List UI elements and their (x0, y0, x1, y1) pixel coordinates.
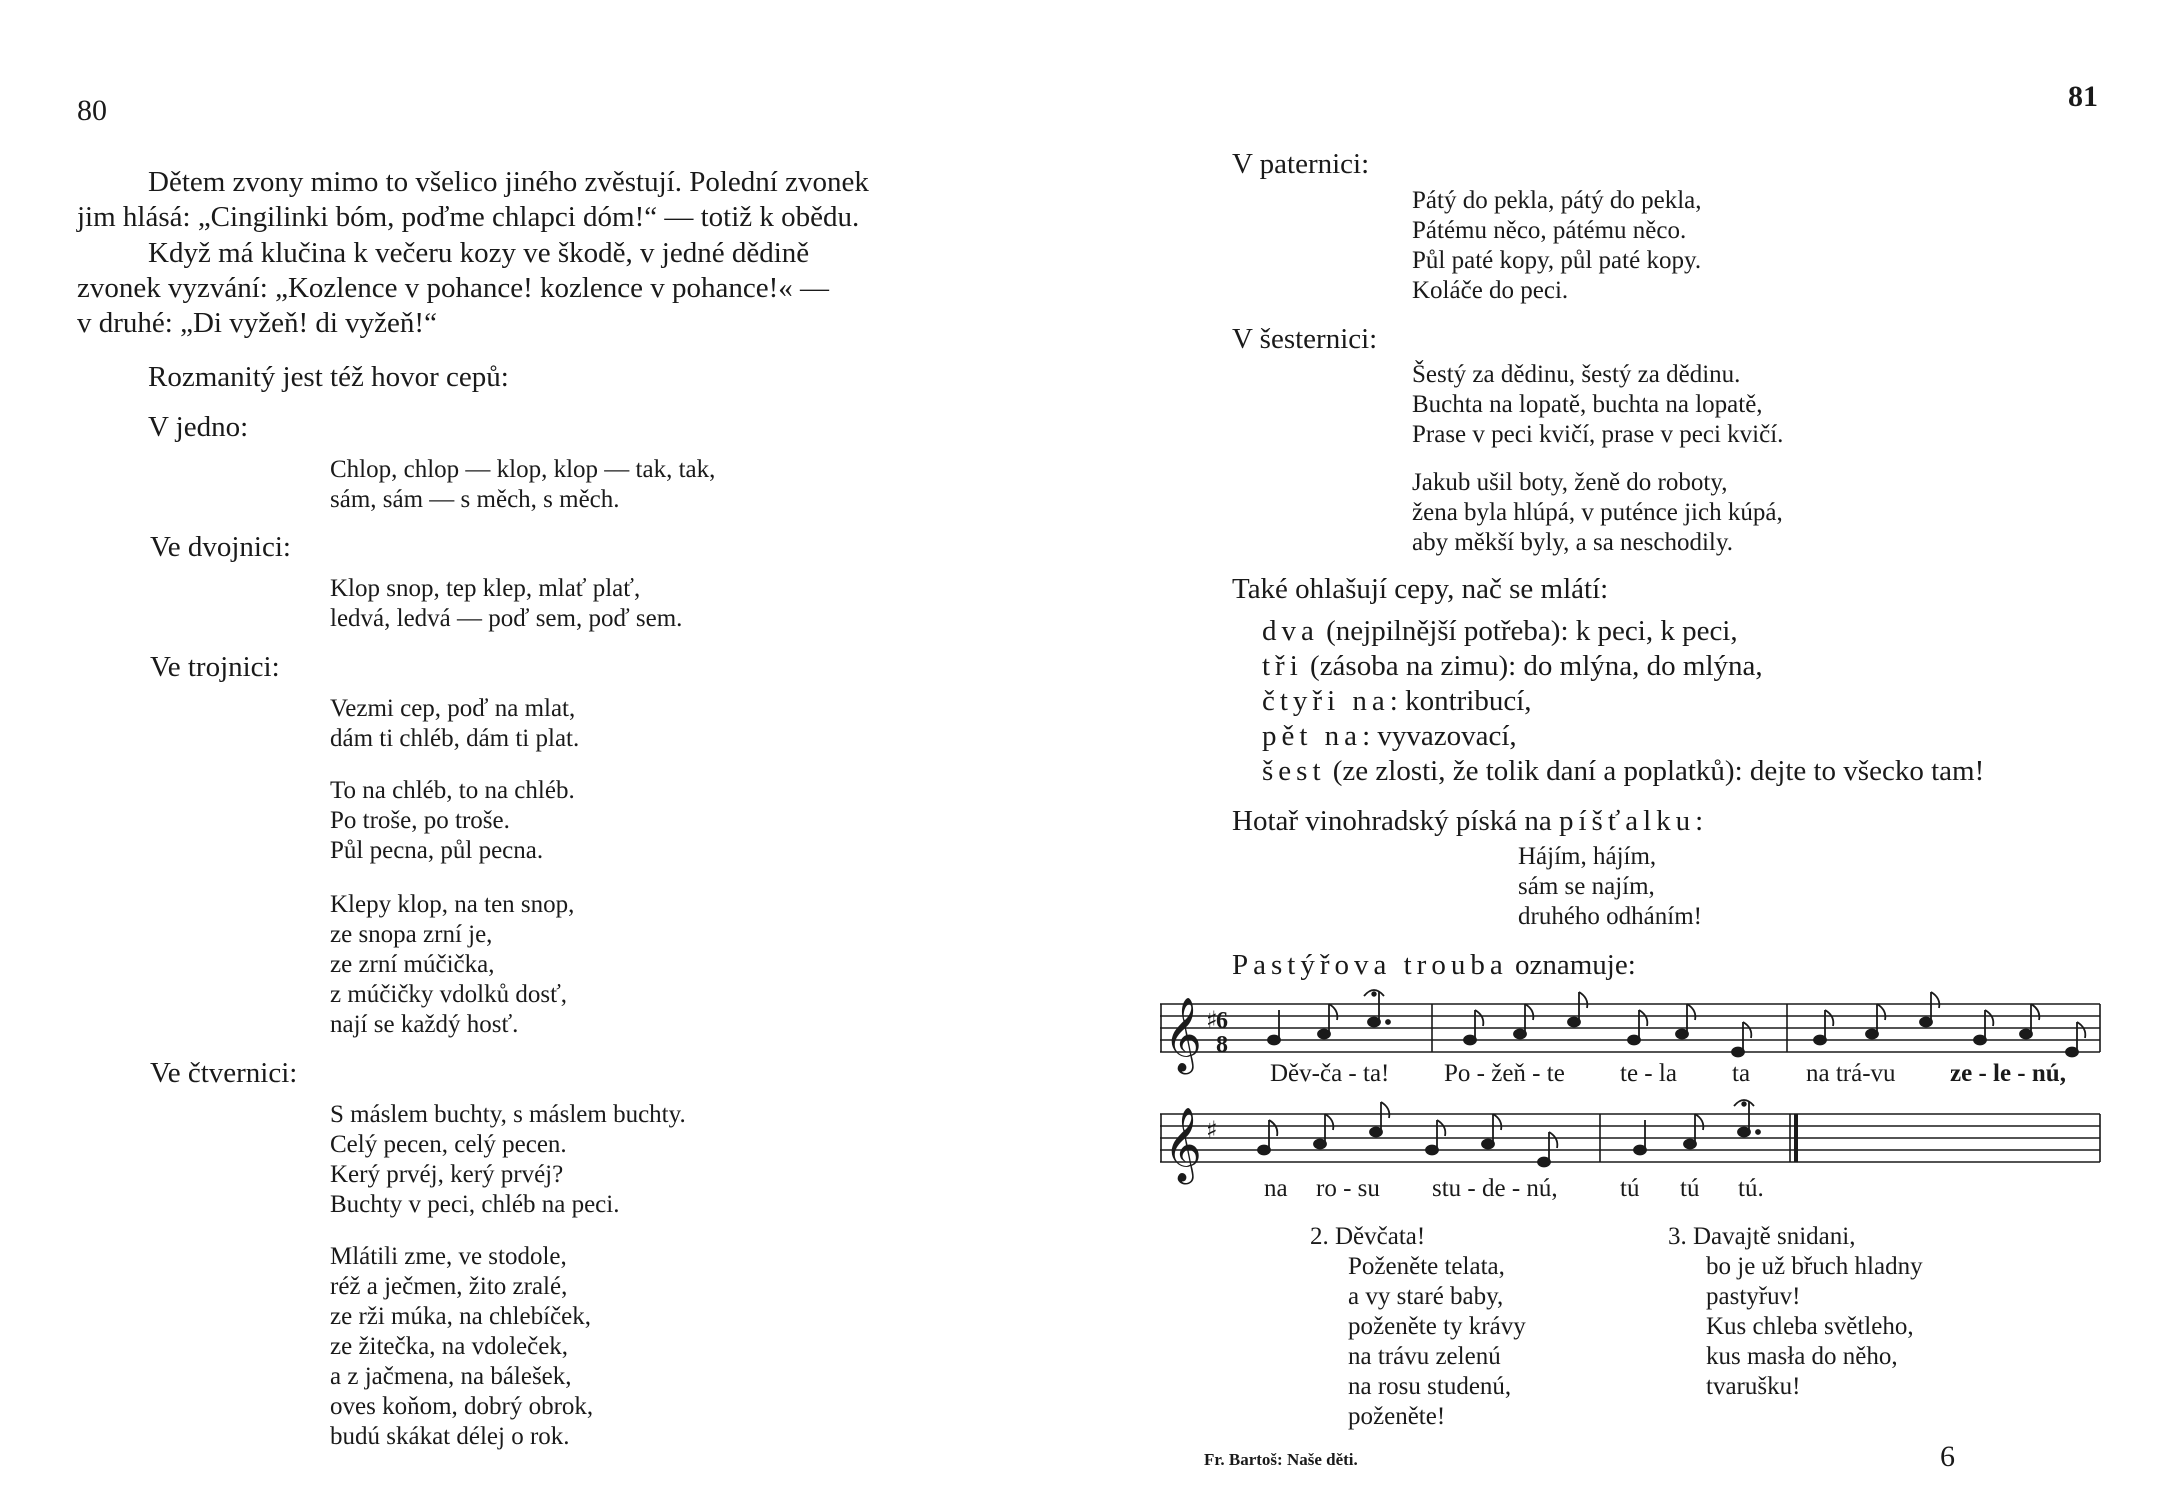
section-heading-jedno: V jedno: (148, 411, 249, 443)
lyric-syllables: tú (1680, 1175, 1700, 1202)
verse-line: žena byla hlúpá, v puténce jich kúpá, (1412, 499, 1783, 526)
verse2-line: 2. Děvčata! (1310, 1223, 1426, 1250)
intro-line-3: Když má klučina k večeru kozy ve škodě, v jedné dědině (148, 237, 810, 269)
verse-line: Vezmi cep, poď na mlat, (330, 695, 576, 722)
lyric-syllables: na trá-vu (1806, 1060, 1896, 1087)
sharp-icon: ♯ (1206, 1116, 1218, 1144)
verse-line: Kerý prvéj, kerý prvéj? (330, 1161, 564, 1188)
section-heading-trojnici: Ve trojnici: (150, 651, 280, 683)
lyric-syllables: tú. (1738, 1175, 1764, 1202)
whistle-intro-colon: : (1695, 805, 1704, 837)
lyric-syllables: ze - le - nú, (1950, 1060, 2066, 1087)
verse-line: ze žitečka, na vdoleček, (330, 1333, 569, 1360)
notes-line-2 (1258, 1100, 1760, 1167)
whistle-intro-text: Hotař vinohradský píská na (1232, 805, 1559, 837)
sharp-icon: ♯ (1206, 1006, 1218, 1034)
count-word: pět na (1262, 720, 1363, 752)
verse-line: budú skákat délej o rok. (330, 1423, 570, 1450)
verse3-line: bo je už břuch hladny (1706, 1253, 1923, 1280)
verse-line: Koláče do peci. (1412, 277, 1569, 304)
whistle-line: Hájím, hájím, (1518, 843, 1657, 870)
verse-line: aby měkší byly, a sa neschodily. (1412, 529, 1733, 556)
verse-line: Celý pecen, celý pecen. (330, 1131, 567, 1158)
count-rest: : vyvazovací, (1362, 720, 1517, 752)
verse-line: z múčičky vdolků dosť, (330, 981, 568, 1008)
treble-clef-icon: 𝄞 (1164, 998, 1202, 1072)
verse2-line: poženěte! (1348, 1403, 1446, 1430)
count-rest: (ze zlosti, že tolik daní a poplatků): dejte to všecko tam! (1325, 755, 1985, 787)
verse-line: To na chléb, to na chléb. (330, 777, 575, 804)
horn-intro-spaced: Pastýřova trouba (1232, 949, 1508, 981)
verse-line: Po troše, po troše. (330, 807, 510, 834)
verse-line: ze rži múka, na chlebíček, (330, 1303, 591, 1330)
lyric-syllables: na (1264, 1175, 1288, 1202)
count-rest: : kontribucí, (1389, 685, 1532, 717)
count-rest: (zásoba na zimu): do mlýna, do mlýna, (1302, 650, 1763, 682)
lyric-syllables: te - la (1620, 1060, 1677, 1087)
treble-clef-icon: 𝄞 (1164, 1108, 1202, 1182)
lyric-syllables: tú (1620, 1175, 1640, 1202)
time-signature-top: 6 (1216, 1008, 1228, 1034)
verse-line: Šestý za dědinu, šestý za dědinu. (1412, 361, 1741, 388)
count-line-ctyri (1262, 684, 1532, 719)
count-word: šest (1262, 755, 1326, 787)
verse-line: Chlop, chlop — klop, klop — tak, tak, (330, 456, 716, 483)
verse2-line: a vy staré baby, (1348, 1283, 1504, 1310)
count-line-pet (1262, 719, 1517, 754)
verse-line: Pátý do pekla, pátý do pekla, (1412, 187, 1702, 214)
notes-line-1 (1268, 990, 2085, 1057)
signature-mark: 6 (1940, 1440, 1955, 1473)
lyric-syllables: stu - de - nú, (1432, 1175, 1558, 1202)
intro-line-5: v druhé: „Di vyžeň! di vyžeň!“ (77, 307, 437, 339)
count-line-tri (1262, 649, 1763, 684)
whistle-line: sám se najím, (1518, 873, 1655, 900)
verse2-line: na rosu studenú, (1348, 1373, 1512, 1400)
verse-line: S máslem buchty, s máslem buchty. (330, 1101, 686, 1128)
intro-line-4: zvonek vyzvání: „Kozlence v pohance! kozlence v pohance!« — (77, 272, 830, 304)
music-staff-1 (1160, 990, 2105, 1070)
section-heading-ctvernici: Ve čtvernici: (150, 1057, 298, 1089)
verse3-line: Kus chleba světleho, (1706, 1313, 1914, 1340)
verse3-line: tvarušku! (1706, 1373, 1801, 1400)
verse-line: Buchta na lopatě, buchta na lopatě, (1412, 391, 1763, 418)
verse2-line: poženěte ty krávy (1348, 1313, 1526, 1340)
lyric-syllables: Děv-ča - ta! (1270, 1060, 1390, 1087)
verse-line: Prase v peci kvičí, prase v peci kvičí. (1412, 421, 1784, 448)
verse-line: a z jačmena, na bálešek, (330, 1363, 572, 1390)
verse-line: ze zrní múčička, (330, 951, 495, 978)
intro-line-1: Dětem zvony mimo to všelico jiného zvěstují. Polední zvonek (148, 166, 869, 198)
verse-line: dám ti chléb, dám ti plat. (330, 725, 580, 752)
verse-line: Buchty v peci, chléb na peci. (330, 1191, 620, 1218)
page-number-right: 81 (2068, 80, 2098, 113)
horn-intro (1232, 948, 1636, 983)
verse-line: oves koňom, dobrý obrok, (330, 1393, 594, 1420)
count-rest: (nejpilnější potřeba): k peci, k peci, (1318, 615, 1738, 647)
verse2-line: Poženěte telata, (1348, 1253, 1505, 1280)
verse3-line: kus masła do něho, (1706, 1343, 1898, 1370)
intro-line-2: jim hlásá: „Cingilinki bóm, poďme chlapci dóm!“ — totiž k obědu. (77, 201, 860, 233)
verse-line: réž a ječmen, žito zralé, (330, 1273, 568, 1300)
verse-line: sám, sám — s měch, s měch. (330, 486, 620, 513)
section-heading-sesternici: V šesternici: (1232, 323, 1378, 355)
music-staff-2 (1160, 1100, 2105, 1180)
verse-line: ze snopa zrní je, (330, 921, 493, 948)
count-word: čtyři na (1262, 685, 1390, 717)
whistle-intro (1232, 804, 1703, 839)
count-line-sest (1262, 754, 1984, 789)
verse-line: Klop snop, tep klep, mlať plať, (330, 575, 641, 602)
verse-line: nají se každý hosť. (330, 1011, 519, 1038)
verse3-line: 3. Davajtě snidani, (1668, 1223, 1856, 1250)
whistle-line: druhého odháním! (1518, 903, 1702, 930)
flail-intro: Rozmanitý jest též hovor cepů: (148, 361, 509, 393)
lyric-syllables: ro - su (1316, 1175, 1380, 1202)
verse-line: Klepy klop, na ten snop, (330, 891, 575, 918)
counts-intro: Také ohlašují cepy, nač se mlátí: (1232, 573, 1609, 605)
section-heading-dvojnici: Ve dvojnici: (150, 531, 291, 563)
verse-line: ledvá, ledvá — poď sem, poď sem. (330, 605, 683, 632)
verse3-line: pastyřuv! (1706, 1283, 1801, 1310)
footer-author: Fr. Bartoš: Naše děti. (1204, 1450, 1358, 1469)
time-signature-bottom: 8 (1216, 1032, 1228, 1058)
lyric-syllables: ta (1732, 1060, 1751, 1087)
lyric-syllables: Po - žeň - te (1444, 1060, 1565, 1087)
verse-line: Jakub ušil boty, ženě do roboty, (1412, 469, 1728, 496)
verse-line: Pátému něco, pátému něco. (1412, 217, 1687, 244)
count-line-dva (1262, 614, 1738, 649)
verse-line: Mlátili zme, ve stodole, (330, 1243, 567, 1270)
whistle-intro-spaced: píšťalku (1559, 805, 1696, 837)
horn-intro-text: oznamuje: (1507, 949, 1636, 981)
count-word: dva (1262, 615, 1319, 647)
verse2-line: na trávu zelenú (1348, 1343, 1501, 1370)
count-word: tři (1262, 650, 1303, 682)
section-heading-paternici: V paternici: (1232, 148, 1370, 180)
verse-line: Půl pecna, půl pecna. (330, 837, 544, 864)
verse-line: Půl paté kopy, půl paté kopy. (1412, 247, 1702, 274)
page-number-left: 80 (77, 94, 107, 127)
